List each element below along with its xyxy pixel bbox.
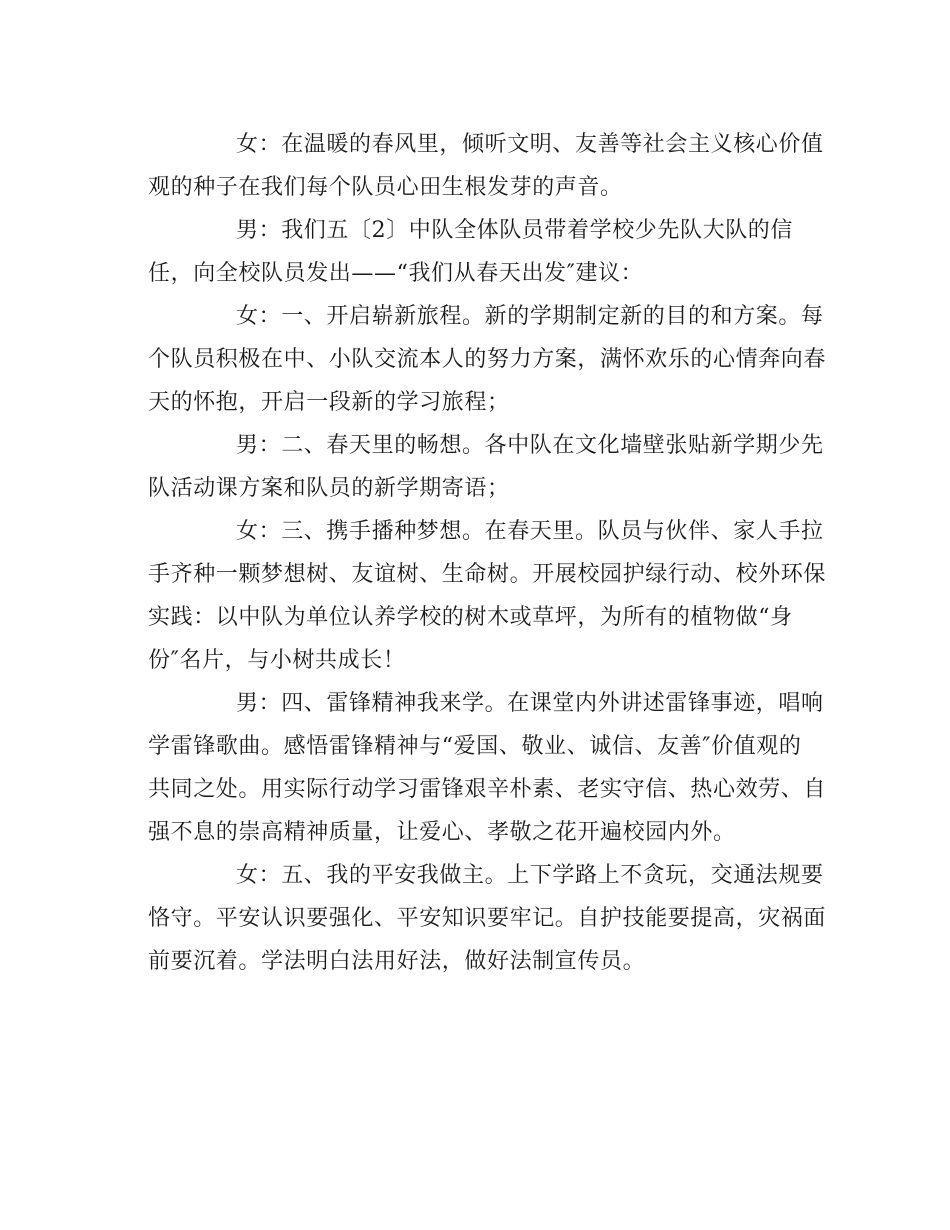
text-line: 男：四、雷锋精神我来学。在课堂内外讲述雷锋事迹，唱响 <box>236 691 824 716</box>
paragraph-3 <box>148 295 827 424</box>
paragraph-1 <box>148 123 824 209</box>
text-line: 强不息的崇高精神质量，让爱心、孝敬之花开遍校园内外。 <box>148 820 736 845</box>
text-line: 女：五、我的平安我做主。上下学路上不贪玩，交通法规要 <box>236 863 824 888</box>
document-body <box>148 123 827 983</box>
text-line: 手齐种一颗梦想树、友谊树、生命树。开展校园护绿行动、校外环保 <box>148 562 827 587</box>
text-line: 学雷锋歌曲。感悟雷锋精神与“爱国、敬业、诚信、友善″价值观的 <box>148 734 802 759</box>
text-line: 任，向全校队员发出——“我们从春天出发″建议： <box>148 261 644 286</box>
text-line: 队活动课方案和队员的新学期寄语； <box>148 476 510 501</box>
text-line: 恪守。平安认识要强化、平安知识要牢记。自护技能要提高，灾祸面 <box>148 906 827 931</box>
text-line: 女：一、开启崭新旅程。新的学期制定新的目的和方案。每 <box>236 304 824 329</box>
text-line: 女：在温暖的春风里，倾听文明、友善等社会主义核心价值 <box>236 132 824 157</box>
paragraph-7 <box>148 854 827 983</box>
text-line: 男：我们五〔2〕中队全体队员带着学校少先队大队的信 <box>236 218 793 243</box>
text-line: 实践：以中队为单位认养学校的树木或草坪，为所有的植物做“身 <box>148 605 793 630</box>
text-line: 个队员积极在中、小队交流本人的努力方案，满怀欢乐的心情奔向春 <box>148 347 827 372</box>
paragraph-6 <box>148 682 827 854</box>
paragraph-2 <box>148 209 803 295</box>
text-line: 男：二、春天里的畅想。各中队在文化墙壁张贴新学期少先 <box>236 433 824 458</box>
text-line: 女：三、携手播种梦想。在春天里。队员与伙伴、家人手拉 <box>236 519 824 544</box>
text-line: 天的怀抱，开启一段新的学习旅程； <box>148 390 510 415</box>
paragraph-4 <box>148 424 824 510</box>
text-line: 共同之处。用实际行动学习雷锋艰辛朴素、老实守信、热心效劳、自 <box>148 777 827 802</box>
paragraph-5 <box>148 510 827 682</box>
text-line: 份″名片，与小树共成长！ <box>148 648 406 673</box>
text-line: 前要沉着。学法明白法用好法，做好法制宣传员。 <box>148 949 646 974</box>
text-line: 观的种子在我们每个队员心田生根发芽的声音。 <box>148 175 623 200</box>
